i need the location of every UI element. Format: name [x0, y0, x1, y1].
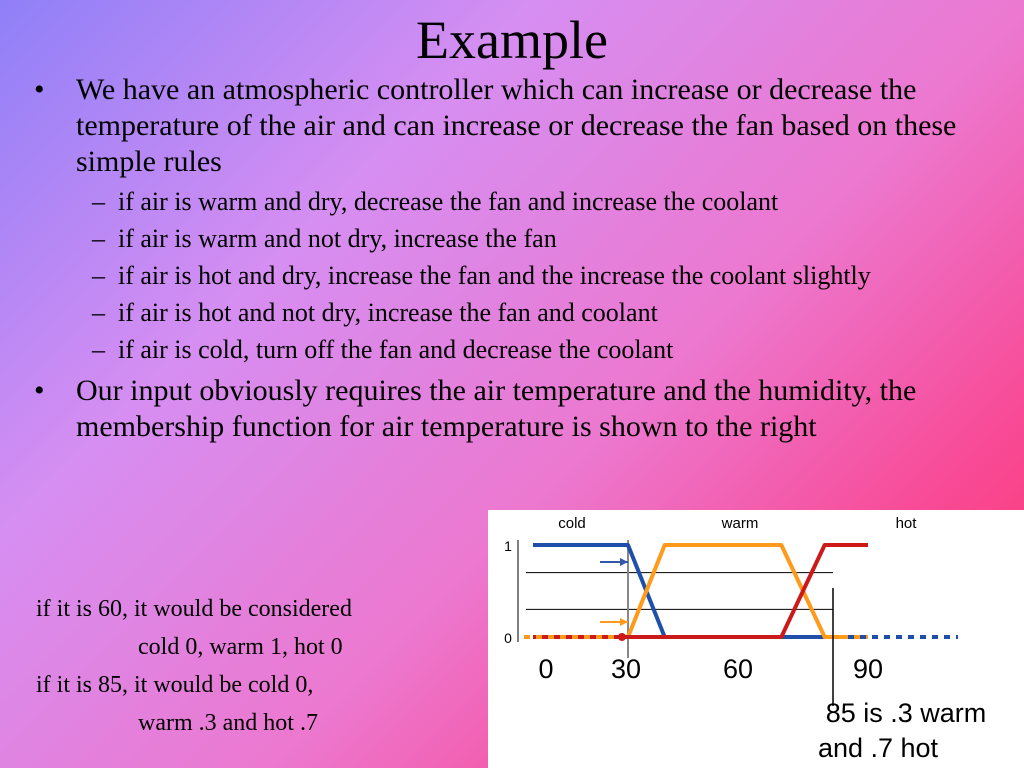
dash-icon: – — [92, 298, 105, 327]
y-tick-label: 0 — [504, 630, 512, 646]
x-tick-label: 90 — [852, 654, 884, 684]
membership-function-figure — [488, 510, 1024, 768]
slide-title: Example — [416, 10, 608, 70]
bullet-text: Our input obviously requires the air temperature and the humidity, the membership function for air temperature is shown to the right — [76, 374, 917, 443]
arrow-icon-head — [620, 618, 628, 626]
bullet-list — [30, 72, 1000, 445]
note-line: cold 0, warm 1, hot 0 — [138, 634, 343, 660]
sub-bullet-item — [30, 223, 1000, 254]
arrow-icon-head — [620, 558, 628, 566]
membership-function-chart — [488, 510, 1024, 768]
note-line: if it is 85, it would be cold 0, — [36, 672, 314, 698]
note-line: if it is 60, it would be considered — [36, 596, 352, 622]
sub-bullet-text: if air is cold, turn off the fan and decrease the coolant — [118, 335, 674, 364]
sub-bullet-text: if air is warm and dry, decrease the fan and increase the coolant — [118, 187, 779, 216]
sub-bullet-text: if air is hot and dry, increase the fan and the increase the coolant slightly — [118, 261, 871, 290]
sub-bullet-item — [30, 186, 1000, 217]
bullet-dot-icon: • — [34, 374, 45, 407]
bullet-text: We have an atmospheric controller which can increase or decrease the temperature of the air and can increase or decrease the fan based on these simple rules — [76, 73, 957, 178]
bullet-item — [30, 373, 1000, 445]
crisp-point — [618, 633, 626, 641]
dash-icon: – — [92, 224, 105, 253]
x-tick-label: 30 — [610, 654, 642, 684]
sub-bullet-item — [30, 260, 1000, 291]
dash-icon: – — [92, 187, 105, 216]
dash-icon: – — [92, 335, 105, 364]
set-label-cold: cold — [558, 515, 586, 532]
y-tick-label: 1 — [504, 538, 512, 554]
sub-bullet-text: if air is hot and not dry, increase the fan and coolant — [118, 298, 658, 327]
bullet-dot-icon: • — [34, 73, 45, 106]
sub-bullet-item — [30, 297, 1000, 328]
annotation-line: and .7 hot — [817, 733, 939, 763]
x-tick-label: 60 — [722, 654, 754, 684]
bullet-item — [30, 72, 1000, 180]
annotation-line: 85 is .3 warm — [825, 698, 987, 728]
x-tick-label: 0 — [538, 654, 554, 684]
set-label-warm: warm — [721, 515, 759, 532]
example-notes — [36, 590, 352, 742]
sub-bullet-text: if air is warm and not dry, increase the fan — [118, 224, 557, 253]
set-label-hot: hot — [895, 515, 917, 532]
sub-bullet-item — [30, 334, 1000, 365]
dash-icon: – — [92, 261, 105, 290]
note-line: warm .3 and hot .7 — [138, 710, 318, 736]
